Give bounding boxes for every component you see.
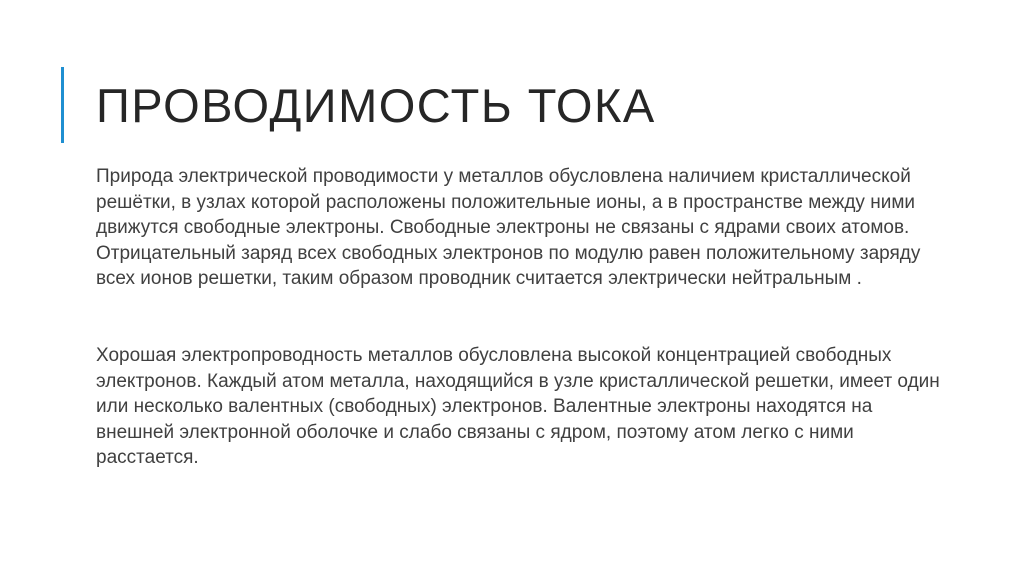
title-accent-bar [61,67,64,143]
slide-title: ПРОВОДИМОСТЬ ТОКА [96,79,656,132]
slide-body [96,164,946,471]
paragraph-conductivity-nature: Природа электрической проводимости у металлов обусловлена наличием кристаллической решётки, в узлах которой расположены положительные ионы, а в пространстве между ними движутся свободные электроны. Свободные электроны не связаны с ядрами своих атомов. Отрицательный заряд всех свободных электронов по модулю равен положительному заряду всех ионов решетки, таким образом проводник считается электрически нейтральным . [96,166,921,290]
paragraph-good-conductivity: Хорошая электропроводность металлов обусловлена высокой концентрацией свободных электронов. Каждый атом металла, находящийся в узле кристаллической решетки, имеет один или несколько валентных (свободных) электронов. Валентные электроны находятся на внешней электронной оболочке и слабо связаны с ядром, поэтому атом легко с ними расстается. [96,344,940,469]
